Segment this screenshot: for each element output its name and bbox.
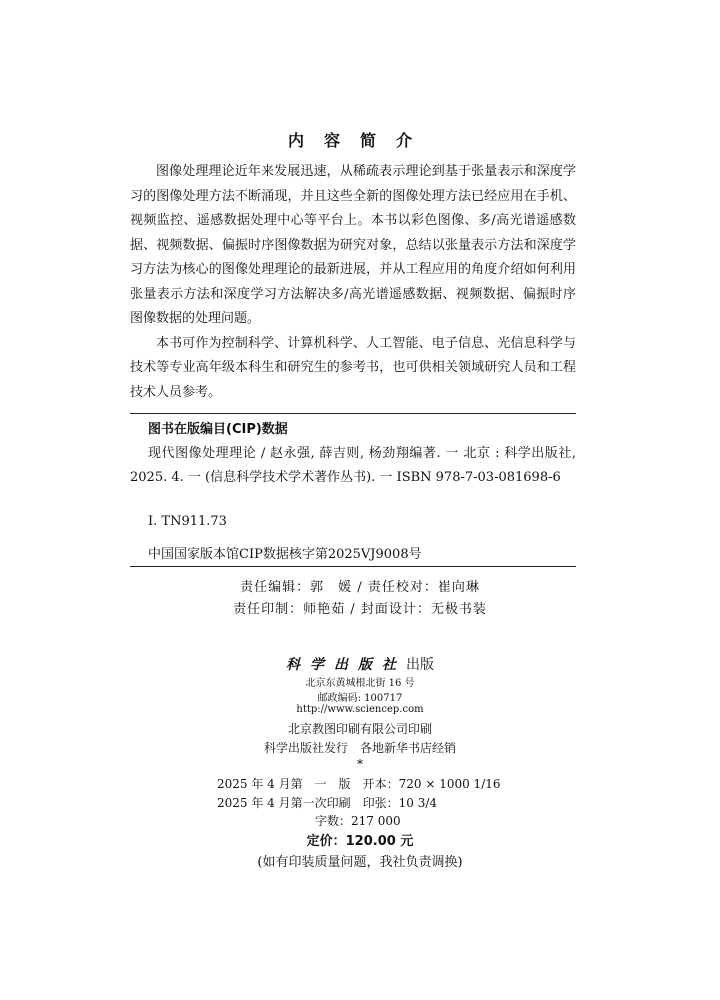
cip-record-number: 中国国家版本馆CIP数据核字第2025VJ9008号 bbox=[148, 547, 422, 562]
publisher-postcode: 邮政编码: 100717 bbox=[317, 693, 403, 704]
cip-top-rule bbox=[130, 413, 576, 414]
edition-line-2: 2025 年 4 月第一次印刷 印张：10 3/4 bbox=[217, 796, 438, 810]
staff-line-2: 责任印制：师艳茹 / 封面设计：无极书装 bbox=[233, 602, 487, 617]
printer-line: 北京教图印刷有限公司印刷 bbox=[287, 722, 432, 736]
cip-classification: Ⅰ. TN911.73 bbox=[148, 514, 227, 529]
quality-notice: (如有印装质量问题，我社负责调换) bbox=[257, 855, 463, 870]
edition-line-1: 2025 年 4 月第 一 版 开本：720 × 1000 1/16 bbox=[217, 777, 501, 791]
price: 定价：120.00 元 bbox=[306, 834, 414, 849]
distribution-line: 科学出版社发行 各地新华书店经销 bbox=[263, 741, 456, 755]
cip-bottom-rule bbox=[130, 566, 576, 567]
introduction bbox=[130, 160, 576, 405]
cip-title: 图书在版编目(CIP)数据 bbox=[148, 422, 288, 437]
publisher-line bbox=[0, 654, 720, 674]
separator-asterisk: * bbox=[357, 757, 363, 771]
intro-paragraph-2: 本书可作为控制科学、计算机科学、人工智能、电子信息、光信息科学与技术等专业高年级本科生和研究生的参考书，也可供相关领域研究人员和工程技术人员参考。 bbox=[130, 335, 576, 400]
staff-line-1: 责任编辑：郭 媛 / 责任校对：崔向琳 bbox=[240, 580, 480, 595]
publisher-name: 科学出版社 bbox=[286, 657, 406, 673]
cip-record: 现代图像处理理论 / 赵永强, 薛吉则, 杨劲翔编著. 一 北京 : 科学出版社, 2025. 4. 一 (信息科学技术学术著作丛书). 一 ISBN 978-7-03-081698-6 bbox=[130, 446, 576, 485]
publisher-website: http://www.sciencep.com bbox=[296, 704, 424, 715]
publisher-address: 北京东黄城根北街 16 号 bbox=[305, 678, 415, 689]
intro-paragraph-1: 图像处理理论近年来发展迅速，从稀疏表示理论到基于张量表示和深度学习的图像处理方法不断涌现，并且这些全新的图像处理方法已经应用在手机、视频监控、遥感数据处理中心等平台上。本书以彩色图像、多/高光谱遥感数据、视频数据、偏振时序图像数据为研究对象，总结以张量表示方法和深度学习方法为核心的图像处理理论的最新进展，并从工程应用的角度介绍如何利用张量表示方法和深度学习方法解决多/高光谱遥感数据、视频数据、偏振时序图像数据的处理问题。 bbox=[130, 164, 576, 326]
page-heading: 内容简介 bbox=[287, 131, 432, 150]
word-count: 字数：217 000 bbox=[315, 814, 401, 828]
publisher-suffix: 出版 bbox=[406, 657, 434, 673]
